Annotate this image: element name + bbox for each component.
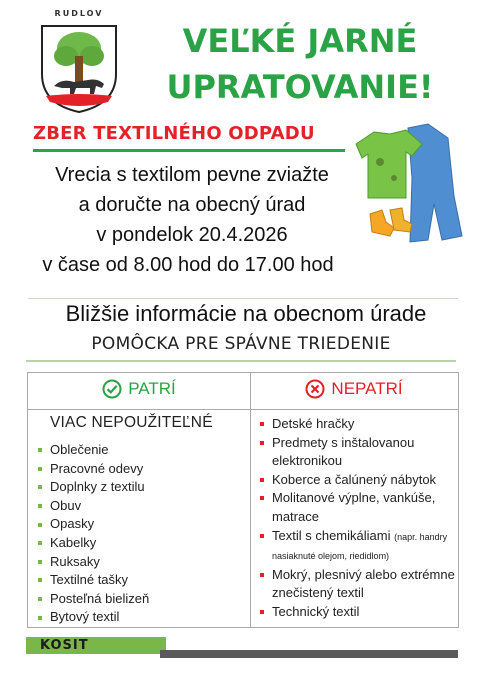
bullet-icon: [260, 422, 264, 426]
list-item-label: Textilné tašky: [50, 572, 129, 588]
list-item: [260, 527, 456, 566]
bullet-icon: [260, 534, 264, 538]
bullet-icon: [260, 610, 264, 614]
belongs-header: [28, 379, 250, 399]
bullet-icon: [260, 496, 264, 500]
list-item-label: Pracovné odevy: [50, 460, 144, 476]
headline-line-1: VEĽKÉ JARNÉ: [182, 22, 418, 60]
list-item: [38, 608, 149, 627]
list-item: [38, 553, 149, 572]
list-item: [38, 571, 149, 590]
clothes-illustration-icon: [350, 118, 468, 246]
check-circle-icon: [102, 379, 122, 399]
list-item-label: Technický textil: [272, 603, 360, 619]
headline: [130, 18, 470, 110]
coat-of-arms-icon: [38, 22, 120, 114]
not-belongs-list: [260, 415, 456, 622]
list-item: [260, 434, 456, 471]
footer-brand: KOSIT: [40, 638, 89, 653]
subtitle: ZBER TEXTILNÉHO ODPADU: [33, 123, 315, 144]
not-belongs-header-label: NEPATRÍ: [331, 379, 403, 398]
bullet-icon: [38, 578, 42, 582]
not-belongs-header: [250, 379, 458, 399]
bullet-icon: [38, 597, 42, 601]
info-line-2: a doručte na obecný úrad: [78, 194, 306, 216]
list-item-label: Detské hračky: [272, 416, 355, 431]
list-item-label: Predmety s inštalovanou elektronikou: [272, 434, 415, 469]
list-item-label: Mokrý, plesnivý alebo extrémne znečistený textil: [272, 566, 455, 601]
subtitle-underline: [33, 149, 345, 152]
list-item-label: Bytový textil: [50, 609, 120, 625]
sorting-helper-title: POMÔCKA PRE SPÁVNE TRIEDENIE: [91, 334, 391, 354]
bullet-icon: [38, 448, 42, 452]
list-item-label: Kabelky: [50, 534, 97, 550]
bullet-icon: [38, 485, 42, 489]
list-item: [260, 489, 456, 526]
column-divider: [250, 373, 251, 627]
cross-circle-icon: [305, 379, 325, 399]
list-item-note: (napr. handry nasiaknuté olejom, riedidlom): [272, 531, 448, 562]
list-item: [260, 471, 456, 490]
bullet-icon: [38, 523, 42, 527]
list-item: [38, 515, 149, 534]
sorting-table: [27, 372, 459, 628]
divider: [28, 298, 458, 299]
belongs-subtitle: VIAC NEPOUŽITEĽNÉ: [50, 414, 213, 431]
list-item-label: Molitanové výplne, vankúše, matrace: [272, 490, 436, 524]
info-line-3: v pondelok 20.4.2026: [96, 224, 288, 246]
footer-gray-bar: [160, 650, 458, 658]
list-item-label: Obuv: [50, 497, 82, 513]
bullet-icon: [260, 478, 264, 482]
bullet-icon: [38, 467, 42, 471]
bullet-icon: [38, 541, 42, 545]
crest-label: RUDLOV: [54, 9, 104, 18]
list-item: [38, 590, 149, 609]
bullet-icon: [260, 573, 264, 577]
helper-underline: [26, 360, 456, 362]
list-item-label: Ruksaky: [50, 553, 100, 569]
list-item: [260, 415, 456, 434]
belongs-list: [38, 441, 149, 627]
list-item-label: Oblečenie: [50, 442, 109, 457]
headline-line-2: UPRATOVANIE!: [166, 68, 434, 106]
list-item-label: Textil s chemikáliami: [272, 527, 391, 543]
list-item-label: Doplnky z textilu: [50, 479, 145, 495]
list-item-label: Posteľná bielizeň: [50, 590, 150, 606]
list-item-label: Opasky: [50, 516, 95, 532]
bullet-icon: [38, 616, 42, 620]
list-item: [38, 460, 149, 479]
info-block: [22, 160, 362, 280]
belongs-header-label: PATRÍ: [128, 379, 176, 398]
bullet-icon: [38, 504, 42, 508]
bullet-icon: [260, 441, 264, 445]
info-line-1: Vrecia s textilom pevne zviažte: [55, 164, 329, 186]
header-divider: [28, 409, 458, 410]
list-item: [38, 534, 149, 553]
list-item: [38, 441, 149, 460]
list-item: [260, 566, 456, 603]
bullet-icon: [38, 560, 42, 564]
info-line-4: v čase od 8.00 hod do 17.00 hod: [42, 254, 334, 276]
list-item: [38, 478, 149, 497]
list-item: [260, 603, 456, 622]
more-info-text: Bližšie informácie na obecnom úrade: [65, 301, 427, 326]
list-item-label: Koberce a čalúnený nábytok: [272, 471, 437, 487]
list-item: [38, 497, 149, 516]
